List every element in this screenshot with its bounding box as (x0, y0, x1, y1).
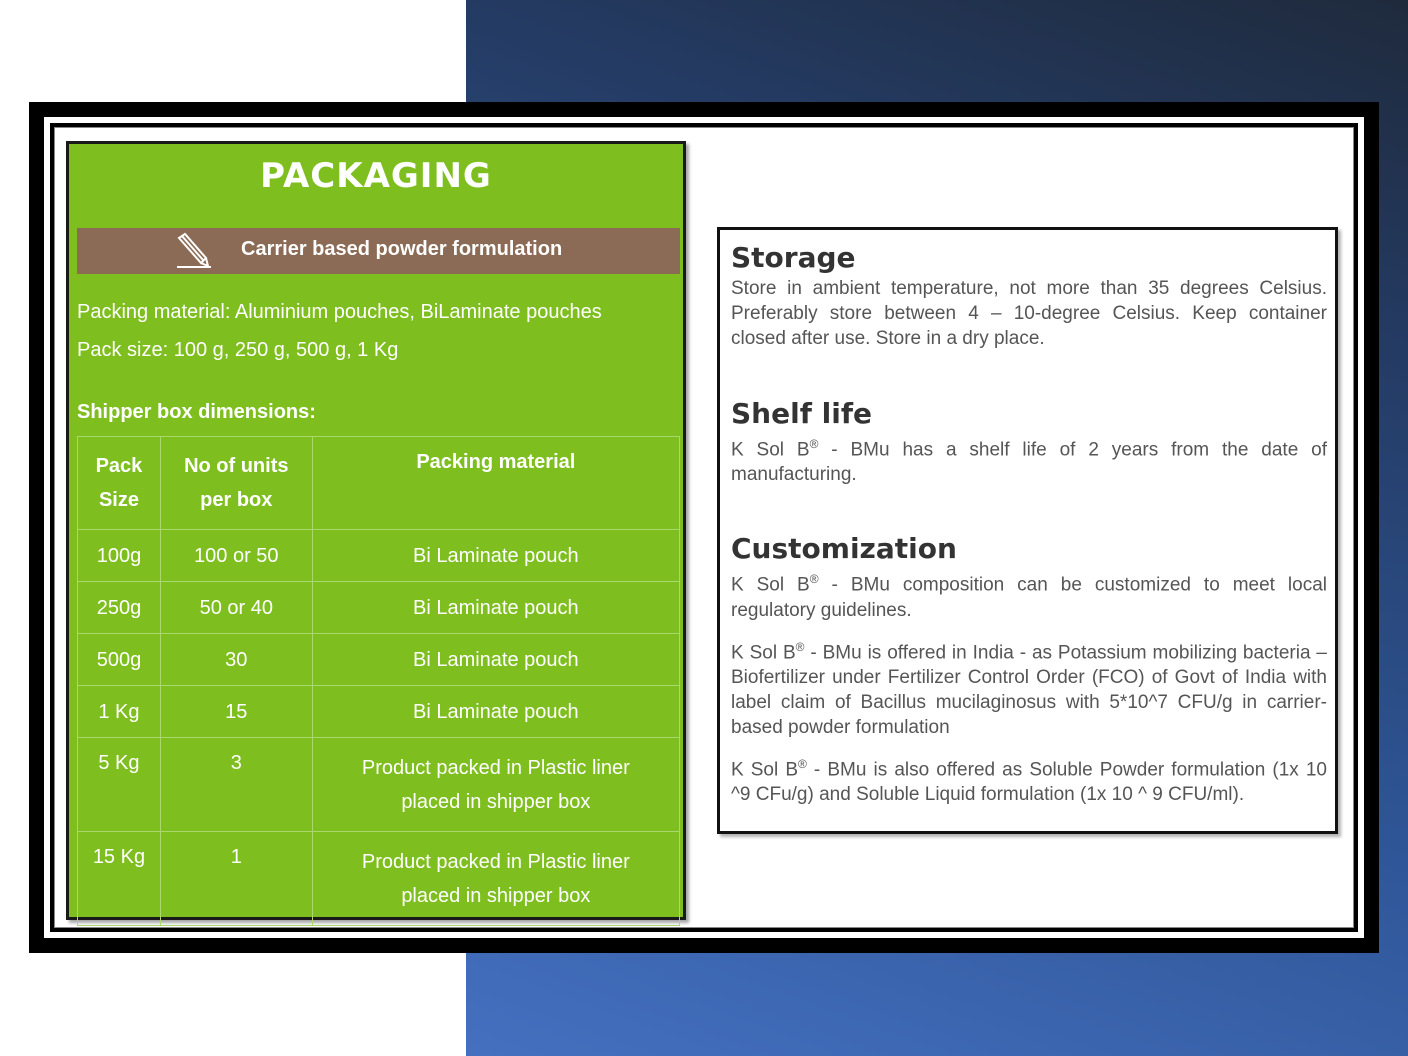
header-material: Packing material (312, 437, 679, 530)
cell-size: 5 Kg (78, 738, 161, 832)
shelf-life-text: K Sol B® - BMu has a shelf life of 2 years from the date of manufacturing. (731, 437, 1327, 486)
cell-size: 100g (78, 530, 161, 582)
table-row (78, 832, 680, 926)
header-pack-size: Pack Size (78, 437, 161, 530)
cell-material: Bi Laminate pouch (312, 530, 679, 582)
cell-units: 30 (160, 634, 312, 686)
packaging-title: PACKAGING (260, 156, 492, 196)
cell-size: 500g (78, 634, 161, 686)
customization-text-1: K Sol B® - BMu composition can be customized to meet local regulatory guidelines. (731, 572, 1327, 621)
table-row (78, 530, 680, 582)
cell-units: 100 or 50 (160, 530, 312, 582)
customization-text-3: K Sol B® - BMu is also offered as Soluble Powder formulation (1x 10 ^9 CFu/g) and Soluble Liquid formulation (1x 10 ^ 9 CFU/ml). (731, 756, 1328, 806)
shipper-table (77, 436, 680, 926)
formulation-label: Carrier based powder formulation (241, 238, 563, 260)
cell-units: 1 (160, 832, 312, 926)
cell-units: 15 (160, 686, 312, 738)
table-row (78, 634, 680, 686)
packing-material-text: Packing material: Aluminium pouches, BiLaminate pouches (77, 301, 602, 323)
cell-material: Product packed in Plastic liner placed in shipper box (312, 738, 679, 832)
customization-title: Customization (731, 532, 957, 566)
info-panel (717, 227, 1338, 834)
cell-material: Bi Laminate pouch (312, 634, 679, 686)
table-header-row (78, 437, 680, 530)
customization-text-2: K Sol B® - BMu is offered in India - as Potassium mobilizing bacteria – Biofertilizer under Fertilizer Control Order (FCO) of Govt of India with label claim of Bacillus mucilaginosus with 5*10^7 CFU/g in carrier-based powder formulation (731, 639, 1327, 738)
cell-size: 1 Kg (78, 686, 161, 738)
storage-title: Storage (731, 241, 856, 274)
shipper-heading: Shipper box dimensions: (77, 401, 316, 423)
cell-size: 250g (78, 582, 161, 634)
cell-units: 50 or 40 (160, 582, 312, 634)
pencil-icon (173, 232, 213, 270)
table-row (78, 582, 680, 634)
cell-material: Bi Laminate pouch (312, 686, 679, 738)
table-row (78, 686, 680, 738)
cell-material: Product packed in Plastic liner placed in shipper box (312, 832, 679, 926)
header-units: No of units per box (160, 437, 312, 530)
table-row (78, 738, 680, 832)
formulation-bar (77, 228, 680, 274)
storage-text: Store in ambient temperature, not more than 35 degrees Celsius. Preferably store between 4 – 10-degree Celsius. Keep container closed after use. Store in a dry place. (731, 278, 1327, 349)
packaging-panel (66, 141, 686, 920)
shelf-life-title: Shelf life (731, 397, 872, 430)
cell-material: Bi Laminate pouch (312, 582, 679, 634)
cell-size: 15 Kg (78, 832, 161, 926)
pack-size-text: Pack size: 100 g, 250 g, 500 g, 1 Kg (77, 339, 399, 361)
cell-units: 3 (160, 738, 312, 832)
